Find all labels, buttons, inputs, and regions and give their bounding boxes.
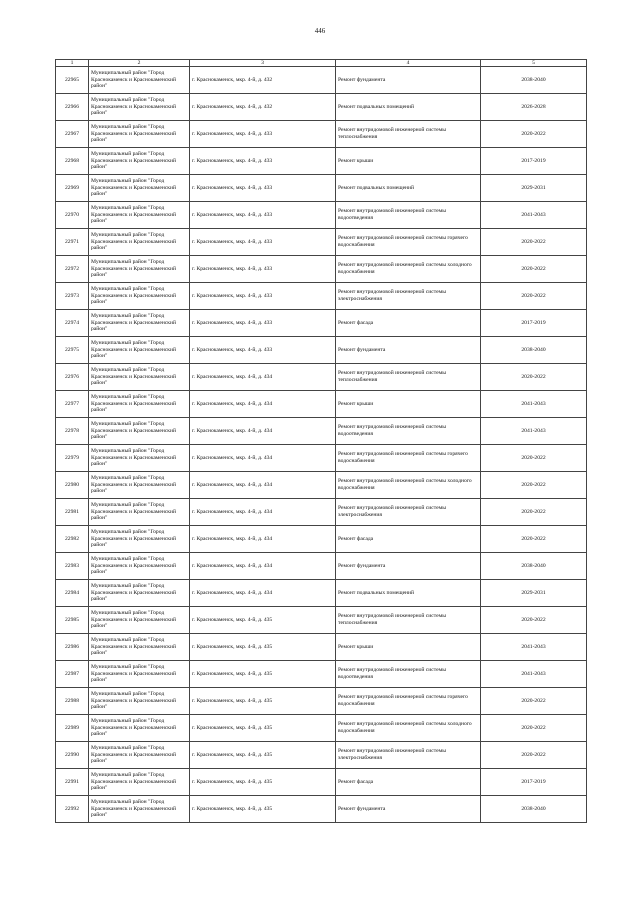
period-cell: 2038-2040 xyxy=(481,553,587,580)
municipality-cell: Муниципальный район "Город Краснокаменск и Краснокаменский район" xyxy=(89,364,190,391)
address-cell: г. Краснокаменск, мкр. 4-й, д. 435 xyxy=(190,715,336,742)
row-number: 22980 xyxy=(56,472,89,499)
address-cell: г. Краснокаменск, мкр. 4-й, д. 432 xyxy=(190,67,336,94)
address-cell: г. Краснокаменск, мкр. 4-й, д. 434 xyxy=(190,472,336,499)
work-type-cell: Ремонт внутридомовой инженерной системы водоотведения xyxy=(336,661,481,688)
municipality-cell: Муниципальный район "Город Краснокаменск и Краснокаменский район" xyxy=(89,607,190,634)
table-row xyxy=(56,580,587,607)
period-cell: 2029-2031 xyxy=(481,580,587,607)
table-row xyxy=(56,607,587,634)
table-row xyxy=(56,472,587,499)
work-type-cell: Ремонт внутридомовой инженерной системы теплоснабжения xyxy=(336,364,481,391)
table-row xyxy=(56,526,587,553)
row-number: 22965 xyxy=(56,67,89,94)
work-type-cell: Ремонт подвальных помещений xyxy=(336,94,481,121)
municipality-cell: Муниципальный район "Город Краснокаменск и Краснокаменский район" xyxy=(89,283,190,310)
table-row xyxy=(56,121,587,148)
municipality-cell: Муниципальный район "Город Краснокаменск и Краснокаменский район" xyxy=(89,526,190,553)
period-cell: 2020-2022 xyxy=(481,445,587,472)
row-number: 22981 xyxy=(56,499,89,526)
period-cell: 2041-2043 xyxy=(481,418,587,445)
address-cell: г. Краснокаменск, мкр. 4-й, д. 433 xyxy=(190,337,336,364)
row-number: 22990 xyxy=(56,742,89,769)
municipality-cell: Муниципальный район "Город Краснокаменск и Краснокаменский район" xyxy=(89,796,190,823)
address-cell: г. Краснокаменск, мкр. 4-й, д. 433 xyxy=(190,256,336,283)
work-type-cell: Ремонт фасада xyxy=(336,526,481,553)
municipality-cell: Муниципальный район "Город Краснокаменск и Краснокаменский район" xyxy=(89,580,190,607)
address-cell: г. Краснокаменск, мкр. 4-й, д. 434 xyxy=(190,580,336,607)
municipality-cell: Муниципальный район "Город Краснокаменск и Краснокаменский район" xyxy=(89,391,190,418)
address-cell: г. Краснокаменск, мкр. 4-й, д. 435 xyxy=(190,634,336,661)
period-cell: 2029-2031 xyxy=(481,175,587,202)
address-cell: г. Краснокаменск, мкр. 4-й, д. 433 xyxy=(190,121,336,148)
table-row xyxy=(56,202,587,229)
work-type-cell: Ремонт внутридомовой инженерной системы теплоснабжения xyxy=(336,607,481,634)
header-col-5: 5 xyxy=(481,60,587,67)
row-number: 22976 xyxy=(56,364,89,391)
row-number: 22971 xyxy=(56,229,89,256)
row-number: 22966 xyxy=(56,94,89,121)
period-cell: 2041-2043 xyxy=(481,661,587,688)
table-row xyxy=(56,445,587,472)
municipality-cell: Муниципальный район "Город Краснокаменск и Краснокаменский район" xyxy=(89,310,190,337)
address-cell: г. Краснокаменск, мкр. 4-й, д. 433 xyxy=(190,148,336,175)
table-row xyxy=(56,391,587,418)
row-number: 22979 xyxy=(56,445,89,472)
row-number: 22982 xyxy=(56,526,89,553)
work-type-cell: Ремонт внутридомовой инженерной системы водоотведения xyxy=(336,202,481,229)
address-cell: г. Краснокаменск, мкр. 4-й, д. 433 xyxy=(190,202,336,229)
period-cell: 2017-2019 xyxy=(481,148,587,175)
table-row xyxy=(56,175,587,202)
period-cell: 2020-2022 xyxy=(481,283,587,310)
municipality-cell: Муниципальный район "Город Краснокаменск и Краснокаменский район" xyxy=(89,337,190,364)
period-cell: 2020-2022 xyxy=(481,688,587,715)
work-type-cell: Ремонт фундамента xyxy=(336,67,481,94)
address-cell: г. Краснокаменск, мкр. 4-й, д. 433 xyxy=(190,175,336,202)
address-cell: г. Краснокаменск, мкр. 4-й, д. 435 xyxy=(190,688,336,715)
table-row xyxy=(56,715,587,742)
row-number: 22984 xyxy=(56,580,89,607)
period-cell: 2041-2043 xyxy=(481,391,587,418)
row-number: 22968 xyxy=(56,148,89,175)
address-cell: г. Краснокаменск, мкр. 4-й, д. 434 xyxy=(190,418,336,445)
row-number: 22967 xyxy=(56,121,89,148)
municipality-cell: Муниципальный район "Город Краснокаменск и Краснокаменский район" xyxy=(89,742,190,769)
work-type-cell: Ремонт фундамента xyxy=(336,337,481,364)
municipality-cell: Муниципальный район "Город Краснокаменск и Краснокаменский район" xyxy=(89,229,190,256)
table-row xyxy=(56,256,587,283)
row-number: 22992 xyxy=(56,796,89,823)
row-number: 22973 xyxy=(56,283,89,310)
work-type-cell: Ремонт внутридомовой инженерной системы горячего водоснабжения xyxy=(336,229,481,256)
work-type-cell: Ремонт крыши xyxy=(336,391,481,418)
row-number: 22983 xyxy=(56,553,89,580)
address-cell: г. Краснокаменск, мкр. 4-й, д. 435 xyxy=(190,607,336,634)
address-cell: г. Краснокаменск, мкр. 4-й, д. 433 xyxy=(190,283,336,310)
table-row xyxy=(56,742,587,769)
period-cell: 2038-2040 xyxy=(481,796,587,823)
work-type-cell: Ремонт внутридомовой инженерной системы теплоснабжения xyxy=(336,121,481,148)
municipality-cell: Муниципальный район "Город Краснокаменск и Краснокаменский район" xyxy=(89,553,190,580)
work-type-cell: Ремонт внутридомовой инженерной системы электроснабжения xyxy=(336,499,481,526)
period-cell: 2020-2022 xyxy=(481,742,587,769)
period-cell: 2041-2043 xyxy=(481,202,587,229)
row-number: 22975 xyxy=(56,337,89,364)
period-cell: 2020-2022 xyxy=(481,499,587,526)
row-number: 22970 xyxy=(56,202,89,229)
table-row xyxy=(56,499,587,526)
table-row xyxy=(56,796,587,823)
header-col-3: 3 xyxy=(190,60,336,67)
table-row xyxy=(56,364,587,391)
table-row xyxy=(56,283,587,310)
work-type-cell: Ремонт внутридомовой инженерной системы горячего водоснабжения xyxy=(336,445,481,472)
table-row xyxy=(56,337,587,364)
period-cell: 2026-2028 xyxy=(481,94,587,121)
period-cell: 2020-2022 xyxy=(481,229,587,256)
period-cell: 2020-2022 xyxy=(481,472,587,499)
table-row xyxy=(56,688,587,715)
period-cell: 2041-2043 xyxy=(481,634,587,661)
row-number: 22977 xyxy=(56,391,89,418)
row-number: 22972 xyxy=(56,256,89,283)
period-cell: 2020-2022 xyxy=(481,121,587,148)
municipality-cell: Муниципальный район "Город Краснокаменск и Краснокаменский район" xyxy=(89,499,190,526)
table-header xyxy=(56,60,587,67)
address-cell: г. Краснокаменск, мкр. 4-й, д. 434 xyxy=(190,553,336,580)
municipality-cell: Муниципальный район "Город Краснокаменск и Краснокаменский район" xyxy=(89,715,190,742)
work-type-cell: Ремонт внутридомовой инженерной системы холодного водоснабжения xyxy=(336,472,481,499)
address-cell: г. Краснокаменск, мкр. 4-й, д. 435 xyxy=(190,796,336,823)
row-number: 22991 xyxy=(56,769,89,796)
municipality-cell: Муниципальный район "Город Краснокаменск и Краснокаменский район" xyxy=(89,688,190,715)
period-cell: 2020-2022 xyxy=(481,526,587,553)
row-number: 22986 xyxy=(56,634,89,661)
period-cell: 2038-2040 xyxy=(481,67,587,94)
header-col-1: 1 xyxy=(56,60,89,67)
work-type-cell: Ремонт подвальных помещений xyxy=(336,580,481,607)
row-number: 22978 xyxy=(56,418,89,445)
row-number: 22987 xyxy=(56,661,89,688)
work-type-cell: Ремонт внутридомовой инженерной системы электроснабжения xyxy=(336,742,481,769)
work-type-cell: Ремонт внутридомовой инженерной системы холодного водоснабжения xyxy=(336,256,481,283)
table-row xyxy=(56,634,587,661)
municipality-cell: Муниципальный район "Город Краснокаменск и Краснокаменский район" xyxy=(89,121,190,148)
work-type-cell: Ремонт фасада xyxy=(336,310,481,337)
period-cell: 2038-2040 xyxy=(481,337,587,364)
municipality-cell: Муниципальный район "Город Краснокаменск и Краснокаменский район" xyxy=(89,661,190,688)
municipality-cell: Муниципальный район "Город Краснокаменск и Краснокаменский район" xyxy=(89,202,190,229)
address-cell: г. Краснокаменск, мкр. 4-й, д. 434 xyxy=(190,499,336,526)
municipality-cell: Муниципальный район "Город Краснокаменск и Краснокаменский район" xyxy=(89,256,190,283)
work-type-cell: Ремонт внутридомовой инженерной системы горячего водоснабжения xyxy=(336,688,481,715)
municipality-cell: Муниципальный район "Город Краснокаменск и Краснокаменский район" xyxy=(89,148,190,175)
address-cell: г. Краснокаменск, мкр. 4-й, д. 434 xyxy=(190,445,336,472)
municipality-cell: Муниципальный район "Город Краснокаменск и Краснокаменский район" xyxy=(89,769,190,796)
work-type-cell: Ремонт внутридомовой инженерной системы холодного водоснабжения xyxy=(336,715,481,742)
header-col-2: 2 xyxy=(89,60,190,67)
repair-schedule-table xyxy=(55,59,587,823)
header-row xyxy=(56,60,587,67)
table-row xyxy=(56,418,587,445)
municipality-cell: Муниципальный район "Город Краснокаменск и Краснокаменский район" xyxy=(89,94,190,121)
work-type-cell: Ремонт крыши xyxy=(336,148,481,175)
address-cell: г. Краснокаменск, мкр. 4-й, д. 434 xyxy=(190,364,336,391)
row-number: 22974 xyxy=(56,310,89,337)
address-cell: г. Краснокаменск, мкр. 4-й, д. 434 xyxy=(190,391,336,418)
address-cell: г. Краснокаменск, мкр. 4-й, д. 433 xyxy=(190,229,336,256)
table-row xyxy=(56,67,587,94)
table-row xyxy=(56,769,587,796)
work-type-cell: Ремонт внутридомовой инженерной системы электроснабжения xyxy=(336,283,481,310)
municipality-cell: Муниципальный район "Город Краснокаменск и Краснокаменский район" xyxy=(89,445,190,472)
table-row xyxy=(56,229,587,256)
address-cell: г. Краснокаменск, мкр. 4-й, д. 435 xyxy=(190,742,336,769)
work-type-cell: Ремонт крыши xyxy=(336,634,481,661)
work-type-cell: Ремонт фасада xyxy=(336,769,481,796)
municipality-cell: Муниципальный район "Город Краснокаменск и Краснокаменский район" xyxy=(89,67,190,94)
period-cell: 2017-2019 xyxy=(481,310,587,337)
work-type-cell: Ремонт фундамента xyxy=(336,796,481,823)
work-type-cell: Ремонт внутридомовой инженерной системы водоотведения xyxy=(336,418,481,445)
address-cell: г. Краснокаменск, мкр. 4-й, д. 433 xyxy=(190,310,336,337)
table-row xyxy=(56,661,587,688)
municipality-cell: Муниципальный район "Город Краснокаменск и Краснокаменский район" xyxy=(89,175,190,202)
address-cell: г. Краснокаменск, мкр. 4-й, д. 434 xyxy=(190,526,336,553)
table-row xyxy=(56,94,587,121)
address-cell: г. Краснокаменск, мкр. 4-й, д. 435 xyxy=(190,769,336,796)
address-cell: г. Краснокаменск, мкр. 4-й, д. 432 xyxy=(190,94,336,121)
table-row xyxy=(56,553,587,580)
table-body xyxy=(56,67,587,823)
municipality-cell: Муниципальный район "Город Краснокаменск и Краснокаменский район" xyxy=(89,418,190,445)
period-cell: 2020-2022 xyxy=(481,715,587,742)
header-col-4: 4 xyxy=(336,60,481,67)
table-row xyxy=(56,148,587,175)
row-number: 22989 xyxy=(56,715,89,742)
row-number: 22969 xyxy=(56,175,89,202)
work-type-cell: Ремонт фундамента xyxy=(336,553,481,580)
page-number: 446 xyxy=(314,27,326,35)
work-type-cell: Ремонт подвальных помещений xyxy=(336,175,481,202)
row-number: 22985 xyxy=(56,607,89,634)
period-cell: 2020-2022 xyxy=(481,364,587,391)
address-cell: г. Краснокаменск, мкр. 4-й, д. 435 xyxy=(190,661,336,688)
municipality-cell: Муниципальный район "Город Краснокаменск и Краснокаменский район" xyxy=(89,634,190,661)
municipality-cell: Муниципальный район "Город Краснокаменск и Краснокаменский район" xyxy=(89,472,190,499)
period-cell: 2017-2019 xyxy=(481,769,587,796)
period-cell: 2020-2022 xyxy=(481,607,587,634)
table-row xyxy=(56,310,587,337)
period-cell: 2020-2022 xyxy=(481,256,587,283)
row-number: 22988 xyxy=(56,688,89,715)
